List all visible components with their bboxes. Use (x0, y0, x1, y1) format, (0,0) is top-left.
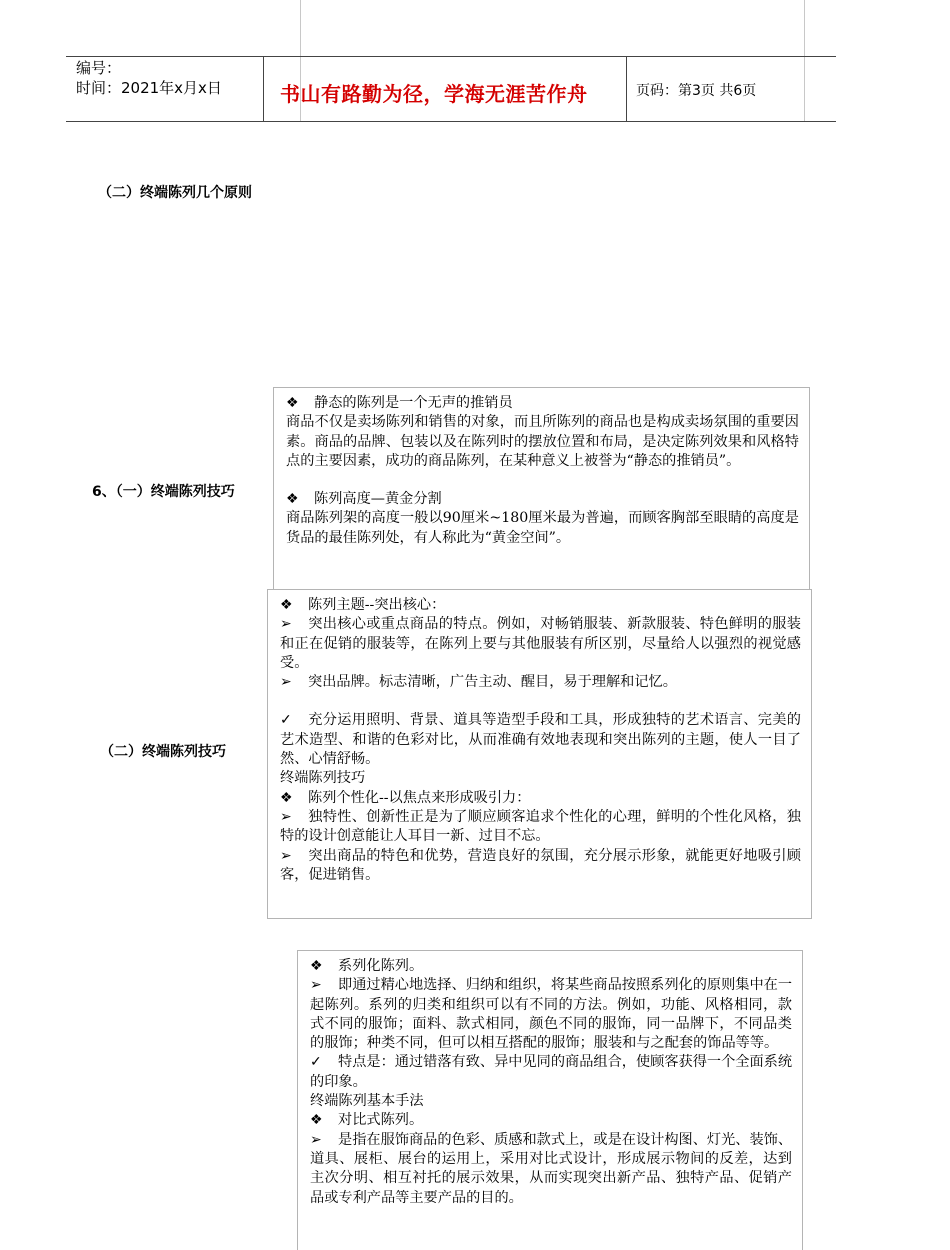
paragraph-text: 终端陈列基本手法 (310, 1093, 424, 1110)
paragraph-text: 对比式陈列。 (338, 1112, 424, 1129)
paragraph (310, 976, 792, 1053)
header-divider-2 (626, 56, 627, 122)
header-bottom-rule (66, 121, 836, 122)
paragraph (286, 394, 799, 413)
header-motto: 书山有路勤为径，学海无涯苦作舟 (280, 82, 588, 106)
paragraph-text: 陈列高度—黄金分割 (314, 491, 442, 508)
paragraph-text: 特点是：通过错落有致、异中见同的商品组合，使顾客获得一个全面系统的印象。 (310, 1054, 793, 1090)
box-body (286, 394, 799, 548)
bullet-icon: ➢ (280, 847, 292, 864)
bullet-icon: ➢ (310, 977, 322, 994)
box-body (280, 596, 801, 885)
paragraph-text: 静态的陈列是一个无声的推销员 (314, 395, 513, 411)
document-time-label: 时间：2021年x月x日 (76, 79, 222, 97)
paragraph (280, 808, 801, 847)
paragraph (310, 1053, 792, 1092)
bullet-icon: ❖ (286, 491, 299, 508)
guide-line-right (804, 0, 805, 122)
content-box-series-display (297, 950, 803, 1250)
blank-line (280, 692, 801, 711)
bullet-icon: ❖ (280, 597, 293, 613)
paragraph (310, 1111, 792, 1130)
bullet-icon: ➢ (310, 1131, 322, 1148)
paragraph (280, 673, 801, 692)
paragraph (280, 789, 801, 808)
bullet-icon: ❖ (280, 789, 293, 806)
paragraph-text: 即通过精心地选择、归纳和组织，将某些商品按照系列化的原则集中在一起陈列。系列的归类和组织可以有不同的方法。例如，功能、风格相同，款式不同的服饰；面料、款式相同，颜色不同的服饰，同一品牌下，不同品类的服饰；种类不同，但可以相互搭配的服饰；服装和与之配套的饰品等等。 (310, 977, 793, 1052)
heading-principles: （二）终端陈列几个原则 (98, 185, 252, 201)
bullet-icon: ➢ (280, 808, 292, 825)
paragraph-text: 终端陈列技巧 (280, 770, 366, 787)
paragraph (280, 847, 801, 886)
content-box-display-theme (267, 589, 812, 919)
paragraph-text: 独特性、创新性正是为了顺应顾客追求个性化的心理，鲜明的个性化风格，独特的设计创意能让人耳目一新、过目不忘。 (280, 808, 801, 845)
paragraph (280, 615, 801, 673)
bullet-icon: ➢ (280, 674, 292, 691)
paragraph (280, 769, 801, 788)
paragraph (286, 490, 799, 509)
paragraph (280, 596, 801, 615)
bullet-icon: ➢ (280, 616, 292, 633)
header-top-rule (66, 56, 836, 57)
header-meta (76, 58, 222, 98)
paragraph-text: 是指在服饰商品的色彩、质感和款式上，或是在设计构图、灯光、装饰、道具、展柜、展台的运用上，采用对比式设计，形成展示物间的反差，达到主次分明、相互衬托的展示效果，从而实现突出新产品、独特产品、促销产品或专利产品等主要产品的目的。 (310, 1131, 793, 1206)
paragraph-text: 陈列主题--突出核心： (308, 597, 446, 613)
paragraph (286, 413, 799, 471)
paragraph-text: 系列化陈列。 (338, 958, 424, 974)
paragraph-text: 突出商品的特色和优势，营造良好的氛围，充分展示形象，就能更好地吸引顾客，促进销售。 (280, 847, 801, 883)
blank-line (286, 471, 799, 490)
bullet-icon: ✓ (310, 1054, 322, 1071)
bullet-icon: ❖ (286, 395, 299, 411)
heading-techniques-2: （二）终端陈列技巧 (100, 744, 226, 760)
paragraph (310, 957, 792, 976)
bullet-icon: ❖ (310, 958, 323, 974)
heading-techniques-1: 6、（一）终端陈列技巧 (92, 484, 235, 500)
box-body (310, 957, 792, 1208)
content-box-static-display (273, 387, 810, 590)
paragraph-text: 突出核心或重点商品的特点。例如，对畅销服装、新款服装、特色鲜明的服装和正在促销的服装等，在陈列上要与其他服装有所区别，尽量给人以强烈的视觉感受。 (280, 616, 801, 671)
paragraph (310, 1131, 792, 1208)
paragraph-text: 商品陈列架的高度一般以90厘米~180厘米最为普遍，而顾客胸部至眼睛的高度是货品的最佳陈列处，有人称此为“黄金空间”。 (286, 510, 799, 546)
paragraph-text: 突出品牌。标志清晰，广告主动、醒目，易于理解和记忆。 (308, 674, 677, 691)
paragraph-text: 充分运用照明、背景、道具等造型手段和工具，形成独特的艺术语言、完美的艺术造型、和谐的色彩对比，从而准确有效地表现和突出陈列的主题，使人一目了然、心情舒畅。 (280, 712, 801, 768)
page-info: 页码：第3页 共6页 (636, 83, 757, 99)
document-number-label: 编号： (76, 59, 122, 77)
paragraph (286, 509, 799, 548)
paragraph-text: 商品不仅是卖场陈列和销售的对象，而且所陈列的商品也是构成卖场氛围的重要因素。商品的品牌、包装以及在陈列时的摆放位置和布局，是决定陈列效果和风格特点的主要因素，成功的商品陈列，在某种意义上被誉为“静态的推销员”。 (286, 414, 799, 469)
bullet-icon: ✓ (280, 712, 292, 729)
paragraph-text: 陈列个性化--以焦点来形成吸引力： (308, 789, 531, 806)
paragraph (280, 711, 801, 769)
header-divider-1 (263, 56, 264, 122)
paragraph (310, 1092, 792, 1111)
bullet-icon: ❖ (310, 1112, 323, 1129)
